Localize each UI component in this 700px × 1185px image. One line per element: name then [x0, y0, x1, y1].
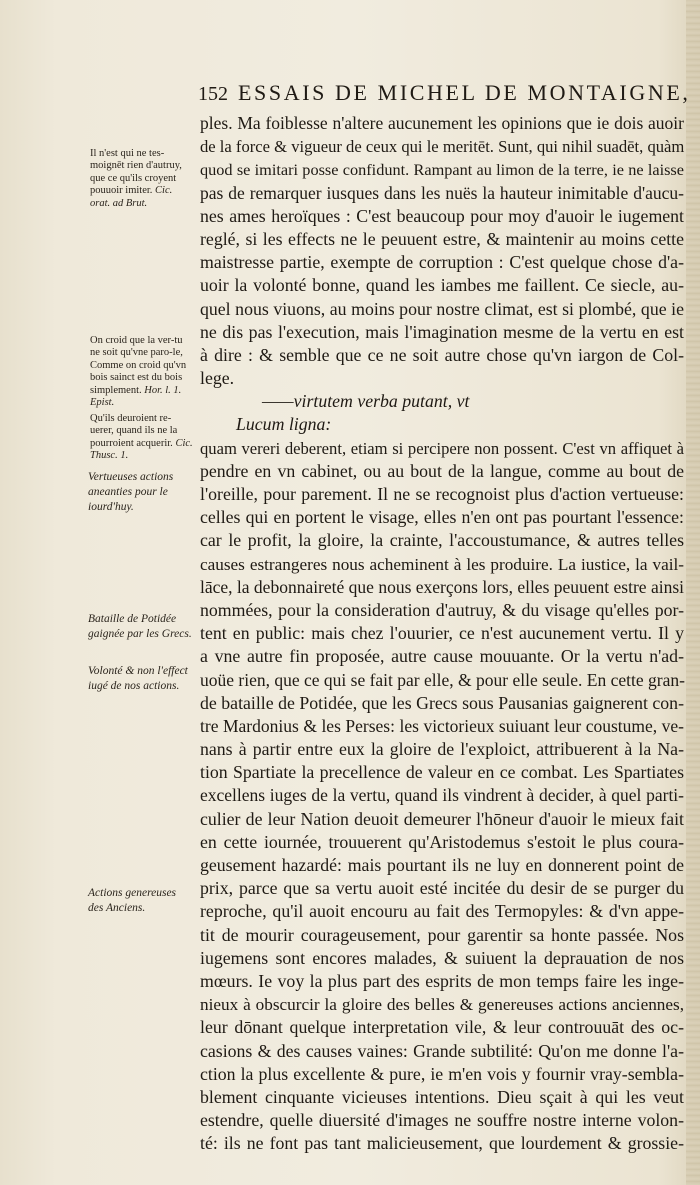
margin-note-2: [90, 335, 194, 409]
text-line: tre Mardonius & les Perses: les victorieux suiuant leur coustume, ve-: [200, 715, 684, 736]
text-line: ne dis pas l'execution, mais l'imagination mesme de la vertu en est: [200, 321, 684, 342]
page-edge: [686, 0, 700, 1185]
margin-note-text: Volonté & non l'effect iugé de nos actions.: [88, 665, 188, 692]
text-line: estendre, quelle diuersité d'images ne souffre nostre interne volon-: [200, 1110, 684, 1131]
margin-note-3: [90, 413, 194, 463]
margin-note-ref: Hor. l. 1. Epist.: [90, 384, 182, 409]
text-line: celles qui en portent le visage, elles n'en ont pas pourtant l'essence:: [200, 507, 684, 528]
text-line: ction la plus excellente & pure, ie m'en vois y fournir vray-sembla-: [200, 1063, 684, 1084]
margin-note-text: Actions genereuses des Anciens.: [88, 887, 177, 914]
text-line: reglé, si les effects ne le peuuent estre, & maintenir au moins cette: [200, 228, 684, 249]
text-line: de la force & vigueur de ceux qui le meritēt. Sunt, qui nihil suadēt, quàm: [200, 137, 685, 157]
margin-note-ref: Cic. Thusc. 1.: [90, 437, 193, 462]
margin-note-text: On croid que la ver-tu ne soit qu'vne paro-le, Comme on croid qu'vn bois sainct est du bois simplement.: [90, 335, 187, 396]
running-header: [198, 80, 691, 110]
text-line: lege.: [200, 368, 235, 389]
quote-line: ——virtutem verba putant, vt: [262, 391, 470, 412]
text-line: tent en public: mais chez l'ouurier, ce n'est aucunement vertu. Il y: [200, 623, 684, 644]
margin-note-text: Vertueuses actions aneanties pour le iourd'huy.: [88, 471, 174, 513]
margin-note-5: [88, 612, 194, 642]
text-line: culier de leur Nation deuoit demeurer l'hōneur d'auoir le mieux fait: [200, 808, 684, 829]
page-number: 152: [198, 83, 228, 105]
text-line: à dire : & semble que ce ne soit autre chose qu'vn iargon de Col-: [200, 344, 684, 365]
text-line: uoir la volonté bonne, quand les iambes me faillent. Ce siecle, au-: [200, 275, 684, 296]
margin-note-1: [90, 148, 194, 210]
text-line: té: ils ne font pas tant malicieusement, que lourdement & grossie-: [200, 1133, 684, 1154]
text-line: nieux à obscurcir la gloire des belles & genereuses actions anciennes,: [200, 995, 684, 1015]
text-line: a vne autre fin proposée, autre cause mouuante. Or la vertu n'ad-: [200, 646, 684, 667]
text-line: tit de mourir courageusement, pour garentir sa honte passée. Nos: [200, 924, 684, 945]
text-line: blement cinquante vicieuses intentions. Dieu sçait à qui les veut: [200, 1086, 684, 1107]
margin-note-text: Il n'est qui ne tes-moignēt rien d'autruy, que ce qu'ils croyent pouuoir imiter.: [90, 148, 182, 197]
text-line: de bataille de Potidée, que les Grecs sous Pausanias gaignerent con-: [200, 692, 684, 713]
margin-note-ref: Cic. orat. ad Brut.: [90, 185, 173, 209]
margin-note-text: Qu'ils deuroient re-uerer, quand ils ne la pourroient acquerir.: [90, 413, 178, 449]
text-line: lāce, la debonnaireté que nous exerçons lors, elles peuuent estre ainsi: [200, 576, 684, 597]
text-line: mœurs. Ie voy la plus part des esprits de mon temps faire les inge-: [200, 970, 684, 991]
text-line: pas de remarquer iusques dans les nuës la hauteur inimitable d'aucu-: [200, 182, 684, 203]
text-line: en cette iournée, trouuerent qu'Aristodemus s'estoit le plus coura-: [200, 831, 684, 852]
margin-note-6: [88, 664, 194, 694]
text-line: excellens iuges de la vertu, quand ils vindrent à decider, à quel parti-: [200, 785, 684, 806]
text-line: iugemens sont encores malades, & suiuent la deprauation de nos: [200, 947, 684, 968]
text-line: l'oreille, pour parement. Il ne se recognoist plus d'action vertueuse:: [200, 484, 684, 504]
text-line: maistresse partie, exempte de corruption : C'est quelque chose d'a-: [200, 252, 684, 273]
running-title: ESSAIS DE MICHEL DE MONTAIGNE,: [238, 80, 691, 105]
text-line: reproche, qu'il auoit encouru au fait des Termopyles: & d'vn appe-: [200, 901, 684, 922]
text-line: quam vereri deberent, etiam si percipere non possent. C'est vn affiquet à: [200, 438, 684, 458]
text-line: nes ames heroïques : C'est beaucoup pour moy d'auoir le iugement: [200, 205, 684, 226]
text-line: casions & des causes vaines: Grande subtilité: Qu'on me donne l'a-: [200, 1040, 684, 1061]
text-line: tion Spartiate la precellence de valeur en ce combat. Les Spartiates: [200, 762, 684, 783]
margin-note-7: [88, 886, 194, 916]
text-line: nommées, pour la consideration d'autruy, & du visage qu'elles por-: [200, 599, 684, 620]
margin-note-text: Bataille de Potidée gaignée par les Grecs.: [88, 613, 192, 640]
text-line: car le profit, la gloire, la crainte, l'accoustumance, & autres telles: [200, 530, 684, 551]
text-line: quel nous viuons, au moins pour nostre climat, est si plombé, que ie: [200, 298, 684, 319]
text-line: quod se imitari posse confidunt. Rampant au limon de la terre, ie ne laisse: [200, 160, 684, 180]
text-line: causes estrangeres nous acheminent à les produire. La iustice, la vail-: [200, 554, 684, 574]
text-line: nans à partir entre eux la gloire de l'exploict, attribuerent à la Na-: [200, 739, 684, 760]
text-line: uoüe rien, que ce qui se fait par elle, & pour elle seule. En cette gran-: [200, 669, 685, 690]
text-line: leur dōnant quelque interpretation vile, & leur controuuāt des oc-: [200, 1017, 684, 1038]
margin-note-4: [88, 470, 194, 515]
text-line: ples. Ma foiblesse n'altere aucunement les opinions que ie dois auoir: [200, 113, 684, 133]
text-line: pendre en vn cabinet, ou au bout de la langue, comme au bout de: [200, 460, 684, 481]
text-line: geusement hazardé: mais pourtant ils ne luy en donnerent point de: [200, 855, 684, 875]
text-line: prix, parce que sa vertu auoit esté incitée du desir de se purger du: [200, 878, 684, 899]
quote-line: Lucum ligna:: [236, 414, 332, 435]
main-text: [200, 112, 684, 1155]
